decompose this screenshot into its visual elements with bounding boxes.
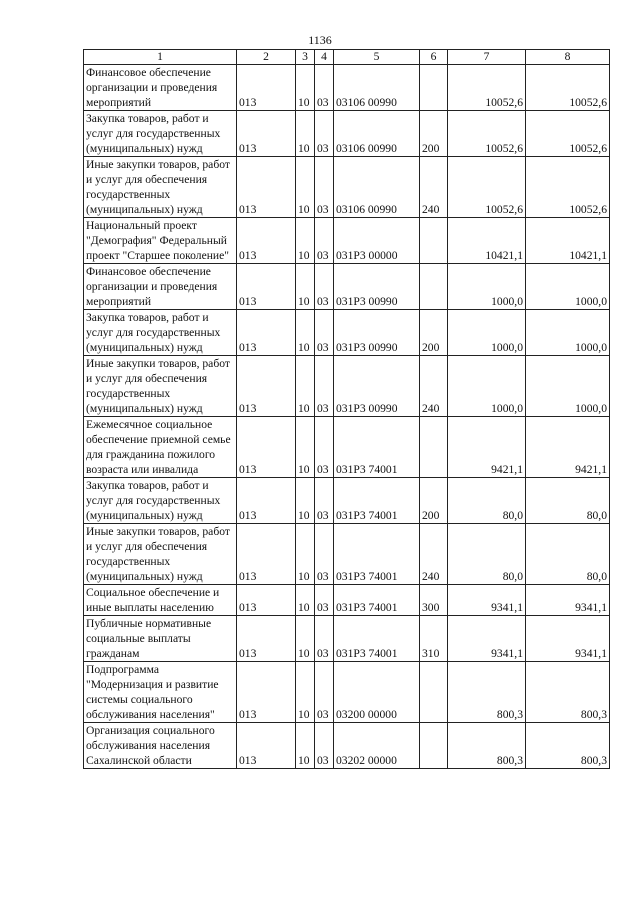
row-type <box>420 264 448 310</box>
column-header: 3 <box>296 50 315 65</box>
row-sum-2: 10052,6 <box>526 111 610 157</box>
row-section: 10 <box>296 417 315 478</box>
row-target: 03106 00990 <box>334 111 420 157</box>
row-subsection: 03 <box>315 157 334 218</box>
row-section: 10 <box>296 111 315 157</box>
row-type: 300 <box>420 585 448 616</box>
row-target: 031Р3 74001 <box>334 616 420 662</box>
column-header: 4 <box>315 50 334 65</box>
table-row <box>84 417 610 478</box>
row-name: Подпрограмма "Модернизация и развитие системы социального обслуживания населения" <box>84 662 237 723</box>
row-sum-1: 9341,1 <box>448 616 526 662</box>
row-section: 10 <box>296 662 315 723</box>
column-header: 8 <box>526 50 610 65</box>
row-code: 013 <box>237 417 296 478</box>
row-subsection: 03 <box>315 111 334 157</box>
table-row <box>84 478 610 524</box>
row-code: 013 <box>237 662 296 723</box>
row-type: 200 <box>420 111 448 157</box>
row-sum-2: 80,0 <box>526 524 610 585</box>
row-sum-1: 10052,6 <box>448 157 526 218</box>
row-subsection: 03 <box>315 417 334 478</box>
row-subsection: 03 <box>315 218 334 264</box>
table-row <box>84 310 610 356</box>
row-target: 03106 00990 <box>334 157 420 218</box>
row-target: 031Р3 00990 <box>334 310 420 356</box>
row-name: Публичные нормативные социальные выплаты гражданам <box>84 616 237 662</box>
row-subsection: 03 <box>315 478 334 524</box>
row-type: 200 <box>420 478 448 524</box>
row-name: Финансовое обеспечение организации и проведения мероприятий <box>84 65 237 111</box>
row-code: 013 <box>237 65 296 111</box>
table-row <box>84 264 610 310</box>
row-type <box>420 662 448 723</box>
row-section: 10 <box>296 585 315 616</box>
table-row <box>84 356 610 417</box>
row-section: 10 <box>296 310 315 356</box>
row-sum-1: 10052,6 <box>448 111 526 157</box>
row-subsection: 03 <box>315 723 334 769</box>
row-sum-1: 1000,0 <box>448 356 526 417</box>
row-target: 03106 00990 <box>334 65 420 111</box>
row-subsection: 03 <box>315 264 334 310</box>
row-section: 10 <box>296 616 315 662</box>
row-code: 013 <box>237 585 296 616</box>
row-section: 10 <box>296 157 315 218</box>
row-type: 240 <box>420 356 448 417</box>
column-header: 5 <box>334 50 420 65</box>
row-subsection: 03 <box>315 524 334 585</box>
row-sum-2: 9341,1 <box>526 585 610 616</box>
row-sum-2: 10052,6 <box>526 65 610 111</box>
row-section: 10 <box>296 723 315 769</box>
table-row <box>84 157 610 218</box>
row-code: 013 <box>237 111 296 157</box>
row-subsection: 03 <box>315 356 334 417</box>
row-sum-1: 1000,0 <box>448 264 526 310</box>
row-type <box>420 723 448 769</box>
table-row <box>84 616 610 662</box>
row-code: 013 <box>237 478 296 524</box>
row-target: 031Р3 00990 <box>334 356 420 417</box>
row-type: 200 <box>420 310 448 356</box>
table-header-row <box>84 50 610 65</box>
row-target: 031Р3 74001 <box>334 478 420 524</box>
row-name: Социальное обеспечение и иные выплаты населению <box>84 585 237 616</box>
row-name: Закупка товаров, работ и услуг для государственных (муниципальных) нужд <box>84 310 237 356</box>
row-sum-2: 10052,6 <box>526 157 610 218</box>
row-type: 240 <box>420 524 448 585</box>
row-sum-2: 1000,0 <box>526 310 610 356</box>
row-section: 10 <box>296 478 315 524</box>
row-name: Закупка товаров, работ и услуг для государственных (муниципальных) нужд <box>84 478 237 524</box>
row-code: 013 <box>237 356 296 417</box>
row-target: 03200 00000 <box>334 662 420 723</box>
row-section: 10 <box>296 65 315 111</box>
row-code: 013 <box>237 157 296 218</box>
row-target: 031Р3 00990 <box>334 264 420 310</box>
page-number: 1136 <box>308 33 332 47</box>
row-code: 013 <box>237 264 296 310</box>
row-subsection: 03 <box>315 585 334 616</box>
row-type: 310 <box>420 616 448 662</box>
row-name: Организация социального обслуживания населения Сахалинской области <box>84 723 237 769</box>
row-target: 031Р3 74001 <box>334 417 420 478</box>
row-subsection: 03 <box>315 616 334 662</box>
column-header: 6 <box>420 50 448 65</box>
row-sum-1: 10421,1 <box>448 218 526 264</box>
row-subsection: 03 <box>315 65 334 111</box>
row-type <box>420 218 448 264</box>
row-sum-2: 1000,0 <box>526 264 610 310</box>
row-target: 031Р3 74001 <box>334 524 420 585</box>
table-row <box>84 524 610 585</box>
row-code: 013 <box>237 218 296 264</box>
row-sum-1: 800,3 <box>448 662 526 723</box>
table-row <box>84 585 610 616</box>
row-target: 031Р3 74001 <box>334 585 420 616</box>
row-sum-2: 9421,1 <box>526 417 610 478</box>
row-name: Закупка товаров, работ и услуг для государственных (муниципальных) нужд <box>84 111 237 157</box>
column-header: 2 <box>237 50 296 65</box>
row-subsection: 03 <box>315 662 334 723</box>
row-sum-1: 1000,0 <box>448 310 526 356</box>
row-subsection: 03 <box>315 310 334 356</box>
row-name: Финансовое обеспечение организации и проведения мероприятий <box>84 264 237 310</box>
budget-table <box>83 49 610 769</box>
row-section: 10 <box>296 524 315 585</box>
row-sum-1: 800,3 <box>448 723 526 769</box>
row-sum-2: 80,0 <box>526 478 610 524</box>
column-header: 7 <box>448 50 526 65</box>
row-sum-2: 9341,1 <box>526 616 610 662</box>
row-target: 031Р3 00000 <box>334 218 420 264</box>
row-section: 10 <box>296 264 315 310</box>
row-section: 10 <box>296 356 315 417</box>
row-code: 013 <box>237 723 296 769</box>
row-name: Иные закупки товаров, работ и услуг для обеспечения государственных (муниципальных) нужд <box>84 524 237 585</box>
row-name: Иные закупки товаров, работ и услуг для обеспечения государственных (муниципальных) нужд <box>84 356 237 417</box>
row-sum-2: 1000,0 <box>526 356 610 417</box>
table-row <box>84 723 610 769</box>
row-code: 013 <box>237 310 296 356</box>
column-header: 1 <box>84 50 237 65</box>
row-code: 013 <box>237 616 296 662</box>
row-name: Иные закупки товаров, работ и услуг для обеспечения государственных (муниципальных) нужд <box>84 157 237 218</box>
table-row <box>84 218 610 264</box>
row-section: 10 <box>296 218 315 264</box>
row-sum-2: 800,3 <box>526 662 610 723</box>
row-sum-1: 9341,1 <box>448 585 526 616</box>
table-row <box>84 65 610 111</box>
row-sum-1: 80,0 <box>448 524 526 585</box>
row-type <box>420 65 448 111</box>
row-sum-2: 800,3 <box>526 723 610 769</box>
row-type <box>420 417 448 478</box>
row-name: Ежемесячное социальное обеспечение приемной семье для гражданина пожилого возраста или инвалида <box>84 417 237 478</box>
row-sum-1: 10052,6 <box>448 65 526 111</box>
row-name: Национальный проект "Демография" Федеральный проект "Старшее поколение" <box>84 218 237 264</box>
row-target: 03202 00000 <box>334 723 420 769</box>
table-row <box>84 662 610 723</box>
row-type: 240 <box>420 157 448 218</box>
row-sum-2: 10421,1 <box>526 218 610 264</box>
row-sum-1: 80,0 <box>448 478 526 524</box>
row-sum-1: 9421,1 <box>448 417 526 478</box>
table-row <box>84 111 610 157</box>
row-code: 013 <box>237 524 296 585</box>
